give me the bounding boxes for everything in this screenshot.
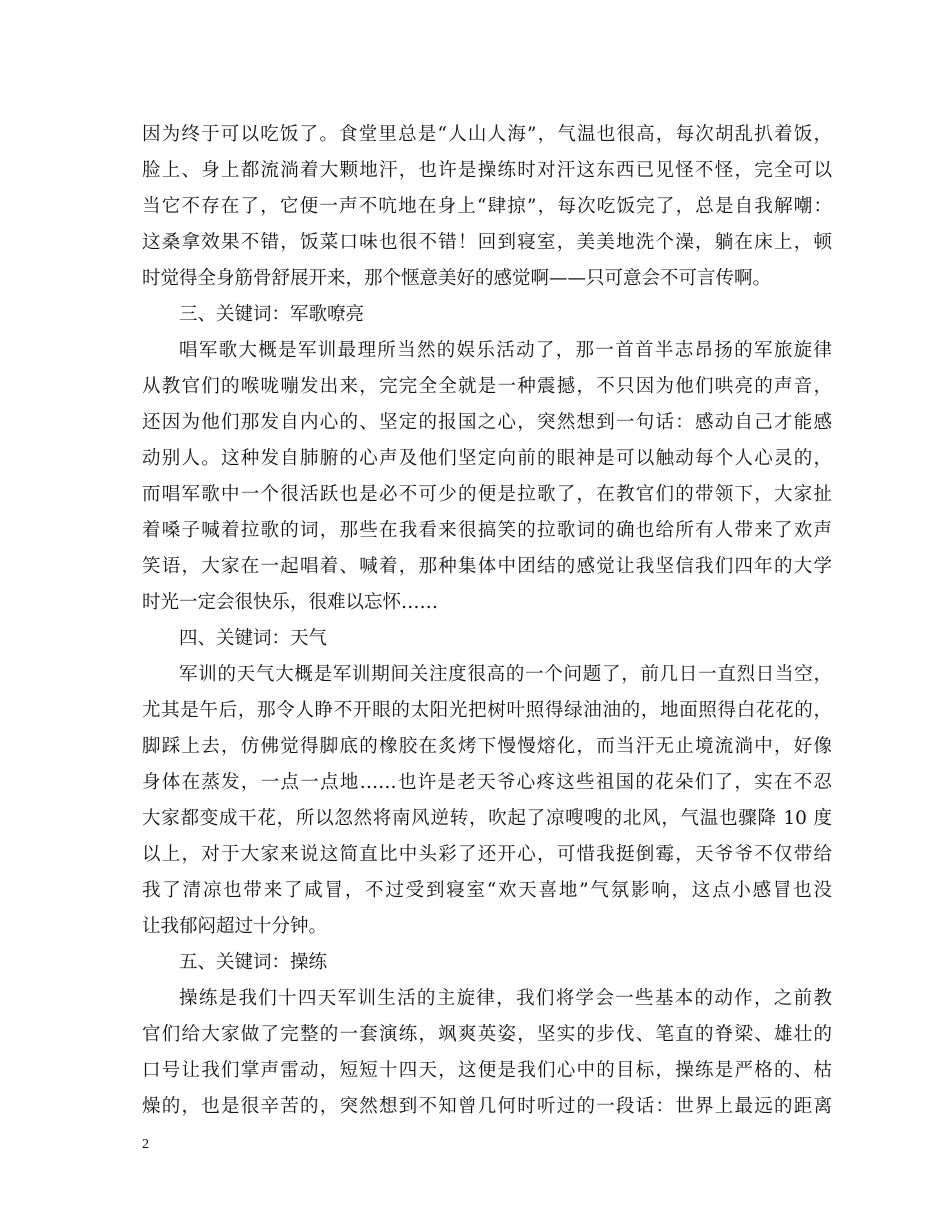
text-line: 从教官们的喉咙嘣发出来，完完全全就是一种震撼，不只因为他们哄亮的声音， — [142, 376, 832, 397]
text-line: 时觉得全身筋骨舒展开来，那个惬意美好的感觉啊——只可意会不可言传啊。 — [142, 268, 772, 289]
text-line: 动别人。这种发自肺腑的心声及他们坚定向前的眼神是可以触动每个人心灵的， — [142, 448, 832, 469]
section-heading: 四、关键词：天气 — [179, 628, 328, 649]
text-line: 军训的天气大概是军训期间关注度很高的一个问题了，前几日一直烈日当空， — [179, 664, 832, 685]
text-line: 而唱军歌中一个很活跃也是必不可少的便是拉歌了，在教官们的带领下，大家扯 — [142, 484, 832, 505]
page-number: 2 — [142, 1137, 149, 1152]
text-line: 尤其是午后，那令人睁不开眼的太阳光把树叶照得绿油油的，地面照得白花花的， — [142, 700, 832, 721]
text-line: 以上，对于大家来说这简直比中头彩了还开心，可惜我挺倒霉，天爷爷不仅带给 — [142, 844, 832, 865]
text-line: 大家都变成干花，所以忽然将南风逆转，吹起了凉嗖嗖的北风，气温也骤降 10 度 — [142, 808, 832, 829]
text-line: 燥的，也是很辛苦的，突然想到不知曾几何时听过的一段话：世界上最远的距离 — [142, 1096, 832, 1117]
text-line: 因为终于可以吃饭了。食堂里总是“人山人海”，气温也很高，每次胡乱扒着饭， — [142, 124, 832, 145]
text-line: 口号让我们掌声雷动，短短十四天，这便是我们心中的目标，操练是严格的、枯 — [142, 1060, 832, 1081]
text-line: 唱军歌大概是军训最理所当然的娱乐活动了，那一首首半志昂扬的军旅旋律 — [179, 340, 832, 361]
text-line: 时光一定会很快乐，很难以忘怀…… — [142, 592, 439, 613]
text-line: 还因为他们那发自内心的、坚定的报国之心，突然想到一句话：感动自己才能感 — [142, 412, 832, 433]
text-line: 官们给大家做了完整的一套演练，飒爽英姿，坚实的步伐、笔直的脊梁、雄壮的 — [142, 1024, 832, 1045]
text-line: 身体在蒸发，一点一点地……也许是老天爷心疼这些祖国的花朵们了，实在不忍 — [142, 772, 832, 793]
section-heading: 三、关键词：军歌嘹亮 — [179, 304, 365, 325]
text-line: 让我郁闷超过十分钟。 — [142, 916, 328, 937]
text-line: 我了清凉也带来了咸冒，不过受到寝室“欢天喜地”气氛影响，这点小感冒也没 — [142, 880, 832, 901]
text-line: 笑语，大家在一起唱着、喊着，那种集体中团结的感觉让我坚信我们四年的大学 — [142, 556, 832, 577]
text-line: 这桑拿效果不错，饭菜口味也很不错！回到寝室，美美地洗个澡，躺在床上，顿 — [142, 232, 832, 253]
text-line: 脸上、身上都流淌着大颗地汗，也许是操练时对汗这东西已见怪不怪，完全可以 — [142, 160, 832, 181]
text-line: 当它不存在了，它便一声不吭地在身上“肆掠”，每次吃饭完了，总是自我解嘲： — [142, 196, 832, 217]
text-line: 着嗓子喊着拉歌的词，那些在我看来很搞笑的拉歌词的确也给所有人带来了欢声 — [142, 520, 832, 541]
text-line: 操练是我们十四天军训生活的主旋律，我们将学会一些基本的动作，之前教 — [179, 988, 832, 1009]
text-line: 脚踩上去，仿佛觉得脚底的橡胶在炙烤下慢慢熔化，而当汗无止境流淌中，好像 — [142, 736, 832, 757]
document-body — [142, 117, 832, 1125]
section-heading: 五、关键词：操练 — [179, 952, 328, 973]
